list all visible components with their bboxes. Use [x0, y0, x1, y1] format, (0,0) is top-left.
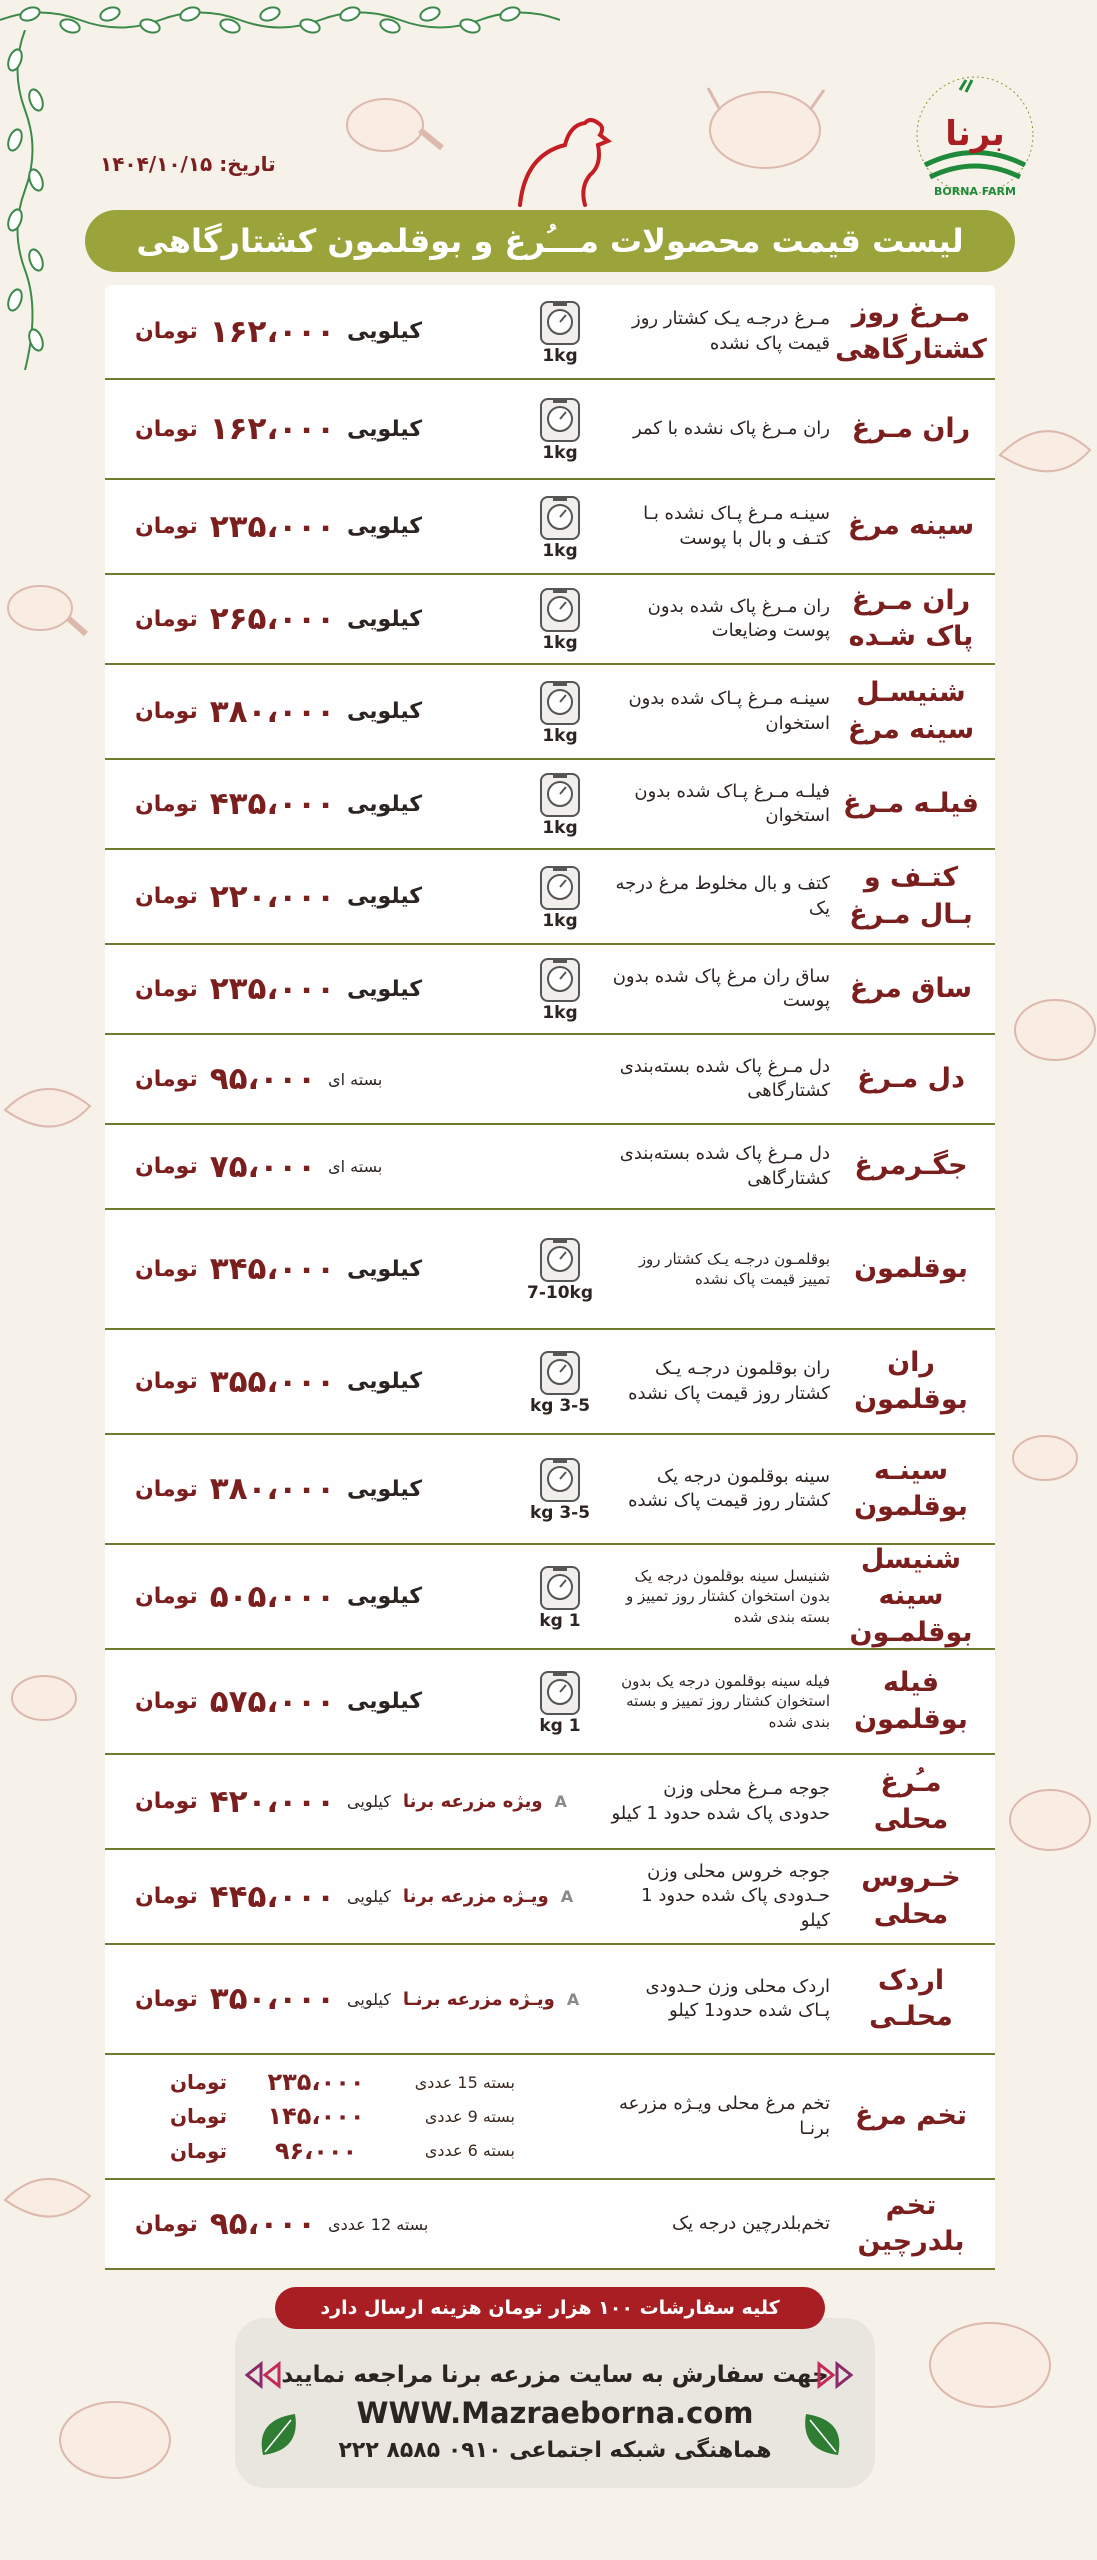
weight-indicator [525, 1210, 595, 1328]
price-amount: ۳۴۵،۰۰۰ [209, 1251, 336, 1287]
scale-icon [538, 1455, 582, 1503]
product-name: سینـه بوقلمون [854, 1454, 968, 1522]
leaf-icon-right [800, 2410, 846, 2460]
weight-indicator [525, 1435, 595, 1543]
price-block [135, 1435, 422, 1543]
product-name: تخم مرغ [854, 2100, 968, 2132]
wing-icon-left-2 [0, 2160, 95, 2240]
weight-label: 1kg [542, 345, 578, 366]
price-amount: ۱۴۵،۰۰۰ [267, 2102, 365, 2131]
vine-border-left [0, 30, 60, 370]
price-row [105, 1945, 995, 2055]
price-row [105, 285, 995, 380]
weight-label: 1kg [542, 1003, 578, 1023]
product-name: تخم بلدرچین [857, 2189, 965, 2257]
weight-indicator [525, 380, 595, 478]
price-block [135, 285, 422, 378]
unit-label: کیلویی [347, 1369, 423, 1394]
price-block [135, 1945, 579, 2053]
unit-label: کیلویی [347, 319, 423, 344]
price-row [105, 1035, 995, 1125]
arrow-decor-icon-right [815, 2360, 853, 2390]
arrow-decor-icon-left [245, 2360, 283, 2390]
product-name: ساق مرغ [849, 972, 973, 1004]
scale-icon [538, 395, 582, 443]
weight-indicator [525, 480, 595, 573]
unit-label: کیلویی [347, 699, 423, 724]
weight-indicator [525, 1650, 595, 1753]
price-amount: ۱۶۲،۰۰۰ [209, 411, 336, 447]
scale-icon [538, 298, 582, 346]
price-amount: ۱۶۲،۰۰۰ [209, 313, 336, 350]
product-description: مـرغ درجـه یـک کشتار روز قیمت پاک نشده [632, 308, 830, 354]
footer-card [235, 2318, 875, 2488]
currency-label: تومان [135, 1584, 198, 1609]
product-name: فیلـه مـرغ [843, 787, 979, 819]
drumstick-icon-left-2 [0, 1660, 90, 1740]
price-amount: ۳۸۰،۰۰۰ [209, 693, 336, 730]
product-name: کتـف و بـال مـرغ [849, 862, 973, 930]
price-block [135, 1545, 422, 1648]
price-amount: ۷۵،۰۰۰ [209, 1148, 317, 1185]
pack-size: بسته 12 عددی [328, 2214, 429, 2234]
unit-label: کیلویی [347, 1689, 423, 1714]
grade-badge: A [554, 1792, 567, 1811]
price-row [105, 1850, 995, 1945]
currency-label: تومان [169, 2138, 227, 2163]
weight-label: 7-10kg [526, 1283, 594, 1303]
price-row [105, 575, 995, 665]
price-block [135, 575, 422, 663]
unit-label: کیلویی [347, 1256, 423, 1282]
price-block [135, 760, 422, 848]
price-block [135, 850, 422, 943]
price-block [135, 1650, 422, 1753]
currency-label: تومان [135, 1256, 198, 1282]
price-table [105, 285, 995, 2270]
weight-indicator [525, 665, 595, 758]
price-amount: ۹۶،۰۰۰ [274, 2136, 358, 2165]
weight-label: 1 kg [539, 1715, 581, 1736]
price-amount: ۴۳۵،۰۰۰ [209, 786, 336, 822]
vine-border-top [0, 0, 560, 40]
price-block [135, 480, 422, 573]
price-block [135, 665, 422, 758]
product-description: شنیسل سینه بوقلمون درجه یک بدون استخوان کشتار روز تمییز و بسته بندی شده [625, 1567, 830, 1626]
price-row [105, 1435, 995, 1545]
product-description: جوجه مـرغ محلی وزن حدودی پاک شده حدود 1 کیلو [611, 1778, 830, 1824]
weight-indicator [525, 850, 595, 943]
unit-label: کیلویی [347, 976, 423, 1002]
wing-icon [995, 410, 1095, 500]
special-note: ویـژه مزرعه برنا [402, 1886, 549, 1907]
pack-size: بسته 9 عددی [424, 2106, 515, 2126]
unit-label: کیلویی [347, 1887, 391, 1906]
order-instruction: جهت سفارش به سایت مزرعه برنا مراجعه نمایید [281, 2361, 829, 2388]
weight-label: 1kg [542, 443, 578, 463]
weight-indicator [525, 945, 595, 1033]
weight-label: 1kg [542, 818, 578, 838]
roast-chicken-icon-right-2 [1005, 1770, 1095, 1860]
currency-label: تومان [135, 606, 198, 632]
price-amount: ۳۸۰،۰۰۰ [209, 1471, 336, 1507]
weight-indicator [525, 1330, 595, 1433]
product-description: فیلـه مـرغ پـاک شده بدون استخوان [634, 780, 830, 826]
unit-label: کیلویی [347, 416, 423, 442]
scale-icon [538, 955, 582, 1003]
price-amount: ۲۶۵،۰۰۰ [209, 601, 336, 637]
weight-label: 1kg [542, 633, 578, 653]
weight-label: 1kg [542, 725, 578, 746]
logo-wordmark: برنا [945, 114, 1005, 154]
weight-indicator [525, 760, 595, 848]
product-description: سینـه مـرغ پـاک نشده بـا کتـف و بال با پوست [643, 503, 830, 549]
price-row-quail-eggs [105, 2180, 995, 2270]
price-row [105, 1210, 995, 1330]
product-description: کتف و بال مخلوط مرغ درجه یک [615, 873, 830, 919]
weight-label: 1 kg [539, 1610, 581, 1631]
product-description: سینـه مـرغ پـاک شده بدون استخوان [628, 688, 830, 734]
product-description: تخم مرغ محلی ویـژه مزرعه برنـا [618, 2093, 830, 2139]
shipping-notice: کلیه سفارشات ۱۰۰ هزار تومان هزینه ارسال دارد [275, 2287, 825, 2329]
contact-number: هماهنگی شبکه اجتماعی ۰۹۱۰ ۸۵۸۵ ۲۲۲ [338, 2437, 772, 2463]
price-row [105, 850, 995, 945]
price-block [135, 1850, 573, 1943]
price-amount: ۲۲۰،۰۰۰ [209, 878, 336, 915]
price-amount: ۹۵،۰۰۰ [209, 1061, 317, 1097]
weight-indicator [525, 1545, 595, 1648]
product-description: دل مـرغ پاک شده بسته‌بندی کشتارگاهی [619, 1055, 830, 1101]
product-name: ران بوقلمون [854, 1347, 968, 1415]
product-name: دل مـرغ [857, 1062, 965, 1094]
price-block [135, 1755, 567, 1848]
currency-label: تومان [135, 1986, 198, 2012]
special-note: ویـژه مزرعه برنـا [402, 1988, 555, 2010]
special-note: ویژه مزرعه برنا [402, 1791, 543, 1812]
egg-price-list [115, 2055, 515, 2178]
price-amount: ۲۳۵،۰۰۰ [209, 971, 336, 1007]
unit-label: کیلویی [347, 791, 423, 817]
borna-farm-logo [900, 70, 1050, 200]
price-amount: ۴۲۰،۰۰۰ [209, 1783, 336, 1820]
product-name: مـرغ روز کشتارگاهی [835, 297, 987, 365]
pack-size: بسته 6 عددی [424, 2141, 515, 2161]
price-date: تاریخ: ۱۴۰۴/۱۰/۱۵ [100, 152, 276, 176]
drumstick-icon-right [1005, 1420, 1095, 1500]
unit-label: کیلویی [347, 1476, 423, 1502]
price-block [135, 2180, 428, 2268]
website-link[interactable]: WWW.Mazraeborna.com [356, 2395, 754, 2430]
product-description: اردک محلی وزن حـدودی پـاک شده حدود1 کیلو [645, 1975, 830, 2021]
product-name: شنیسـل سینه مرغ [847, 677, 975, 745]
price-amount: ۴۴۵،۰۰۰ [209, 1878, 336, 1915]
price-amount: ۳۵۵،۰۰۰ [209, 1363, 336, 1400]
unit-label: کیلویی [347, 1989, 391, 2009]
title-banner [85, 210, 1015, 272]
unit-label: بسته ای [328, 1157, 383, 1176]
roast-chicken-icon-bottom-left [50, 2380, 180, 2490]
rooster-icon [510, 115, 620, 210]
unit-label: بسته ای [328, 1069, 383, 1089]
price-block [135, 1210, 422, 1328]
price-row [105, 380, 995, 480]
currency-label: تومان [135, 2211, 198, 2237]
currency-label: تومان [135, 1066, 198, 1092]
grade-badge: A [566, 1989, 580, 2009]
product-name: ران مـرغ [851, 412, 971, 444]
product-name: شنیسل سینه بوقلمـون [849, 1543, 973, 1648]
logo-subtext: BORNA FARM [934, 185, 1016, 198]
price-block [135, 1125, 382, 1208]
price-amount: ۳۵۰،۰۰۰ [209, 1981, 336, 2017]
product-description: ران بوقلمون درجـه یـک کشتار روز قیمت پاک نشده [628, 1358, 830, 1404]
product-description: ساق ران مرغ پاک شده بدون پوست [612, 965, 830, 1011]
price-row [105, 665, 995, 760]
product-description: دل مـرغ پاک شده بسته‌بندی کشتارگاهی [619, 1143, 830, 1189]
weight-label: 3-5 kg [529, 1395, 591, 1416]
weight-label: 1kg [542, 910, 578, 931]
price-amount: ۵۰۵،۰۰۰ [209, 1578, 336, 1615]
price-block [135, 380, 422, 478]
currency-label: تومان [135, 699, 198, 724]
roast-chicken-icon-bottom [920, 2300, 1060, 2420]
currency-label: تومان [135, 1789, 198, 1814]
scale-icon [538, 585, 582, 633]
price-block [135, 1330, 422, 1433]
currency-label: تومان [169, 2070, 227, 2095]
currency-label: تومان [135, 514, 198, 539]
unit-label: کیلویی [347, 1584, 423, 1609]
product-name: سینه مرغ [847, 510, 975, 542]
product-description: ران مـرغ پاک شده بدون پوست وضایعات [647, 595, 830, 641]
product-description: بوقلمـون درجـه یـک کشتار روز تمییز قیمت پاک نشده [638, 1249, 830, 1288]
scale-icon [538, 1668, 582, 1716]
currency-label: تومان [135, 1369, 198, 1394]
unit-label: کیلویی [347, 1792, 391, 1811]
egg-price-line [115, 2068, 515, 2096]
egg-price-line [115, 2137, 515, 2165]
currency-label: تومان [135, 884, 198, 909]
price-row-eggs [105, 2055, 995, 2180]
product-description: سینه بوقلمون درجه یک کشتار روز قیمت پاک نشده [628, 1465, 830, 1511]
drumstick-icon [340, 80, 450, 170]
unit-label: کیلویی [347, 514, 423, 539]
price-row [105, 1650, 995, 1755]
product-name: ران مـرغ پاک شـده [848, 584, 974, 652]
scale-icon [538, 1348, 582, 1396]
price-amount: ۲۳۵،۰۰۰ [267, 2068, 365, 2097]
product-name: اردک محلـی [869, 1964, 953, 2032]
product-name: جگـرمرغ [854, 1150, 968, 1182]
grade-badge: A [560, 1887, 574, 1906]
scale-icon [538, 1563, 582, 1611]
scale-icon [538, 1235, 582, 1283]
product-description: تخم‌بلدرچین درجه یک [671, 2212, 830, 2234]
unit-label: کیلویی [347, 606, 423, 632]
pack-size: بسته 15 عددی [414, 2072, 515, 2092]
price-block [135, 945, 422, 1033]
leaf-icon-left [255, 2410, 301, 2460]
product-description: جوجه خروس محلی وزن حـدودی پاک شده حدود 1 کیلو [641, 1861, 830, 1931]
egg-price-line [115, 2102, 515, 2130]
price-row [105, 1545, 995, 1650]
price-row [105, 1330, 995, 1435]
weight-indicator [525, 575, 595, 663]
price-amount: ۲۳۵،۰۰۰ [209, 508, 336, 545]
product-description: ران مـرغ پاک نشده با کمر [632, 417, 830, 439]
price-row [105, 480, 995, 575]
price-row [105, 1755, 995, 1850]
weight-indicator [525, 285, 595, 378]
scale-icon [538, 770, 582, 818]
product-name: فیله بوقلمون [854, 1667, 968, 1735]
scale-icon [538, 678, 582, 726]
unit-label: کیلویی [347, 884, 423, 909]
wing-icon-left [0, 1070, 95, 1150]
price-amount: ۵۷۵،۰۰۰ [209, 1683, 336, 1720]
currency-label: تومان [135, 416, 198, 442]
weight-label: 3-5 kg [529, 1503, 591, 1523]
currency-label: تومان [135, 1154, 198, 1179]
roast-chicken-icon-right [1010, 980, 1097, 1070]
scale-icon [538, 863, 582, 911]
currency-label: تومان [135, 1476, 198, 1502]
currency-label: تومان [169, 2104, 227, 2129]
product-name: بوقلمون [854, 1252, 968, 1284]
scale-icon [538, 493, 582, 541]
price-row [105, 1125, 995, 1210]
currency-label: تومان [135, 791, 198, 817]
weight-label: 1kg [542, 540, 578, 561]
currency-label: تومان [135, 1884, 198, 1909]
product-name: مـُرغ محلی [873, 1767, 949, 1835]
currency-label: تومان [135, 976, 198, 1002]
price-row [105, 760, 995, 850]
product-description: فیله سینه بوقلمون درجه یک بدون استخوان کشتار روز تمییز و بسته بندی شده [621, 1672, 830, 1731]
drumstick-icon-left [0, 570, 90, 650]
currency-label: تومان [135, 1689, 198, 1714]
price-amount: ۹۵،۰۰۰ [209, 2206, 317, 2242]
price-row [105, 945, 995, 1035]
currency-label: تومان [135, 319, 198, 344]
product-name: خـروس محلی [861, 1862, 961, 1930]
page-title: لیست قیمت محصولات مـــُرغ و بوقلمون کشتارگاهی [136, 222, 964, 260]
roast-chicken-icon [700, 70, 830, 180]
price-block [135, 1035, 382, 1123]
